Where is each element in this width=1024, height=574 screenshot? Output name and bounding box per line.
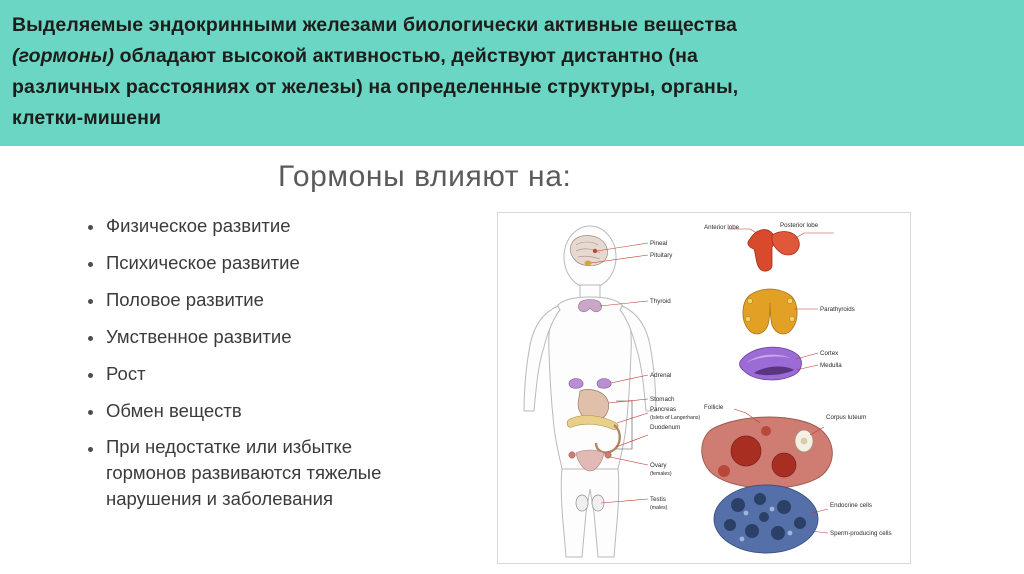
banner-line-2: обладают высокой активностью, действуют дистантно (на — [114, 45, 698, 67]
corpus-dark-2 — [772, 453, 796, 477]
label-pituitary: Pituitary — [650, 252, 673, 259]
pineal-marker — [593, 249, 597, 253]
thyroid-organ — [743, 289, 797, 334]
page-title: Гормоны влияют на: — [278, 160, 572, 193]
banner-line-3: различных расстояниях от железы) на определенные структуры, органы, — [12, 76, 739, 98]
parathyroid-dot — [789, 316, 794, 321]
label-duodenum: Duodenum — [650, 424, 681, 431]
testis-detail — [714, 485, 892, 553]
adrenal-marker-left — [569, 379, 583, 389]
label-ovary-sub: (females) — [650, 471, 672, 477]
list-item-label: Физическое развитие — [106, 215, 291, 236]
label-cortex: Cortex — [820, 350, 839, 357]
label-testis-sub: (males) — [650, 505, 668, 511]
parathyroid-dot — [747, 298, 752, 303]
bullet-dot-icon — [88, 405, 102, 415]
list-item — [88, 323, 418, 350]
label-corpus: Corpus luteum — [826, 414, 867, 421]
banner-paragraph — [12, 10, 1010, 134]
bullet-dot-icon — [88, 331, 102, 341]
label-testis: Testis — [650, 496, 666, 503]
bullet-dot-icon — [88, 294, 102, 304]
list-item-label: Рост — [106, 363, 146, 384]
pituitary-organ — [748, 230, 775, 271]
list-item — [88, 434, 418, 512]
label-adrenal: Adrenal — [650, 372, 672, 379]
ovary-detail — [702, 404, 867, 488]
parathyroid-dot — [787, 298, 792, 303]
label-pineal: Pineal — [650, 240, 668, 247]
pituitary-detail — [704, 222, 834, 271]
banner-line-4: клетки-мишени — [12, 107, 162, 129]
endocrine-diagram — [497, 212, 911, 564]
follicle-small-1 — [761, 426, 771, 436]
adrenal-marker-right — [597, 379, 611, 389]
header-banner — [0, 0, 1024, 146]
label-anterior-lobe: Anterior lobe — [704, 224, 740, 231]
label-sperm-cells: Sperm-producing cells — [830, 530, 892, 537]
thyroid-detail — [743, 289, 855, 334]
bullet-dot-icon — [88, 442, 102, 452]
list-item-label: Обмен веществ — [106, 400, 242, 421]
list-item-label: Половое развитие — [106, 289, 264, 310]
label-stomach: Stomach — [650, 396, 675, 403]
label-parathyroids: Parathyroids — [820, 306, 855, 313]
list-item — [88, 397, 418, 424]
label-thyroid: Thyroid — [650, 298, 671, 305]
label-endocrine-cells: Endocrine cells — [830, 502, 872, 509]
figure-left-labels — [650, 240, 700, 511]
testis-marker-left — [576, 495, 588, 511]
list-item-label: Психическое развитие — [106, 252, 300, 273]
label-pancreas: Pancreas — [650, 406, 677, 413]
corpus-dark-1 — [731, 436, 761, 466]
banner-line-1: Выделяемые эндокринными железами биологически активные вещества — [12, 14, 737, 36]
list-item — [88, 249, 418, 276]
list-item — [88, 360, 418, 387]
pituitary-posterior-organ — [772, 232, 799, 255]
ovary-marker-left — [569, 452, 575, 458]
list-item — [88, 212, 418, 239]
parathyroid-dot — [745, 316, 750, 321]
label-medulla: Medulla — [820, 362, 842, 369]
list-item-label: Умственное развитие — [106, 326, 292, 347]
banner-emphasis: (гормоны) — [12, 45, 115, 67]
bullet-dot-icon — [88, 368, 102, 378]
list-item-label: При недостатке или избытке гормонов развиваются тяжелые нарушения и заболевания — [106, 436, 382, 509]
adrenal-detail — [740, 347, 843, 380]
pituitary-marker — [585, 261, 592, 266]
label-follicle: Follicle — [704, 404, 724, 411]
label-islets: (Islets of Langerhans) — [650, 415, 701, 421]
list-item — [88, 286, 418, 313]
bullet-dot-icon — [88, 257, 102, 267]
corpus-luteum-core — [801, 438, 808, 445]
corpus-dark-3 — [718, 465, 730, 477]
endocrine-diagram-svg — [498, 213, 910, 563]
label-ovary: Ovary — [650, 462, 667, 469]
bullet-dot-icon — [88, 220, 102, 230]
label-posterior-lobe: Posterior lobe — [780, 222, 819, 229]
influence-list — [88, 212, 418, 522]
